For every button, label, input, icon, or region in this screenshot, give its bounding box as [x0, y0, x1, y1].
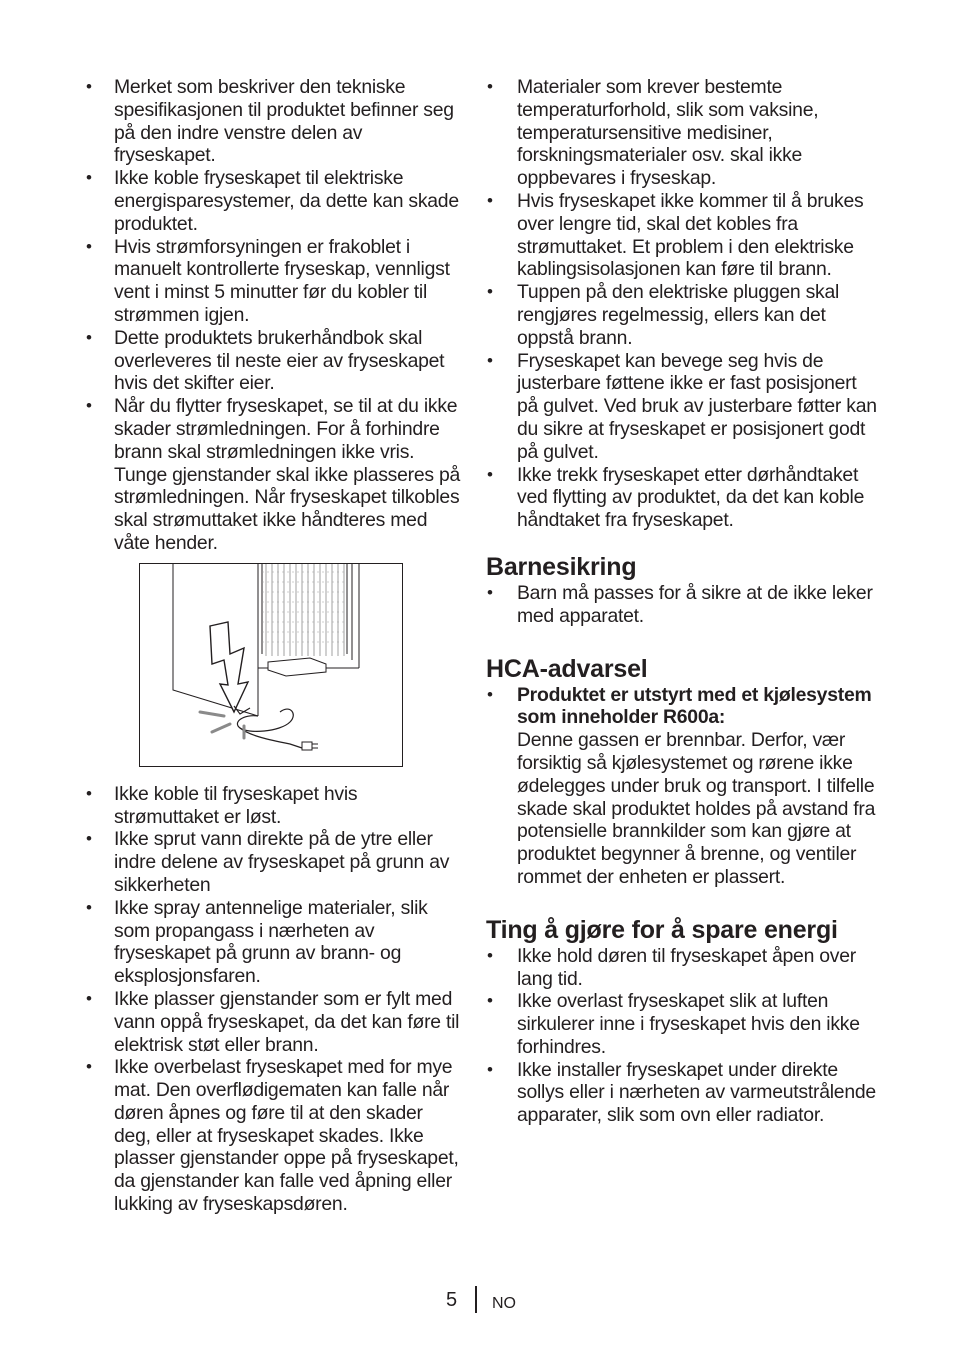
section-heading-barnesikring: Barnesikring: [486, 552, 637, 581]
hca-list: [486, 684, 878, 889]
hca-bold-statement: • Produktet er utstyrt med et kjølesystem som inneholder R600a:: [517, 683, 872, 729]
list-item: • Ikke koble til fryseskapet hvis strømuttaket er løst.: [84, 783, 462, 829]
section-heading-hca: HCA-advarsel: [486, 654, 648, 683]
freezer-cable-illustration: [139, 563, 403, 767]
list-item: • Ikke overlast fryseskapet slik at luften sirkulerer inne i fryseskapet hvis den ikke forhindres.: [486, 990, 878, 1058]
freezer-back-lightning-plug-icon: [140, 564, 402, 766]
page-number: 5: [446, 1289, 458, 1311]
section-heading-energi: Ting å gjøre for å spare energi: [486, 915, 838, 944]
list-item: • Ikke overbelast fryseskapet med for mye mat. Den overflødigematen kan falle når døren åpnes og føre til at den skader deg, eller at fryseskapet skades. Ikke plasser gjenstander oppe på fryseskapet, da gjenstander kan falle ved åpning eller lukking av fryseskapsdøren.: [84, 1056, 462, 1216]
left-column: [84, 76, 462, 1216]
list-item: • Merket som beskriver den tekniske spesifikasjonen til produktet befinner seg på den indre venstre delen av fryseskapet.: [84, 76, 462, 167]
list-item: • Ikke hold døren til fryseskapet åpen over lang tid.: [486, 945, 878, 991]
list-item: • Tuppen på den elektriske pluggen skal rengjøres regelmessig, ellers kan det oppstå brann.: [486, 281, 878, 349]
hca-body-text: Denne gassen er brennbar. Derfor, vær forsiktig så kjølesystemet og rørene ikke ødelegges under bruk og transport. I tilfelle skade skal produktet holdes på avstand fra potensielle brannkilder som kan gjøre at produktet begynner å brenne, og ventiler rommet der enheten er plassert.: [517, 729, 876, 888]
energi-list: [486, 945, 878, 1127]
list-item: • Ikke trekk fryseskapet etter dørhåndtaket ved flytting av produktet, da det kan koble håndtaket fra fryseskapet.: [486, 464, 878, 532]
list-item: [486, 684, 878, 889]
list-item: • Når du flytter fryseskapet, se til at du ikke skader strømledningen. For å forhindre brann skal strømledningen ikke vris. Tunge gjenstander skal ikke plasseres på strømledningen. Når fryseskapet tilkobles skal strømuttaket ikke håndteres med våte hender.: [84, 395, 462, 555]
list-item: • Fryseskapet kan bevege seg hvis de justerbare føttene ikke er fast posisjonert på gulvet. Ved bruk av justerbare føtter kan du sikre at fryseskapet er posisjonert godt på gulvet.: [486, 350, 878, 464]
footer-divider: [475, 1286, 477, 1313]
list-item: • Barn må passes for å sikre at de ikke leker med apparatet.: [486, 582, 878, 628]
list-item: • Ikke spray antennelige materialer, slik som propangass i nærheten av fryseskapet på grunn av brann- og eksplosjonsfaren.: [84, 897, 462, 988]
list-item: • Dette produktets brukerhåndbok skal overleveres til neste eier av fryseskapet hvis det skifter eier.: [84, 327, 462, 395]
list-item: • Materialer som krever bestemte temperaturforhold, slik som vaksine, temperatursensitive medisiner, forskningsmaterialer osv. skal ikke oppbevares i fryseskap.: [486, 76, 878, 190]
safety-list-top: [84, 76, 462, 555]
list-item: • Hvis strømforsyningen er frakoblet i manuelt kontrollerte fryseskap, vennligst vent i minst 5 minutter før du kobler til strømmen igjen.: [84, 236, 462, 327]
list-item: • Ikke installer fryseskapet under direkte sollys eller i nærheten av varmeutstrålende apparater, slik som ovn eller radiator.: [486, 1059, 878, 1127]
list-item: • Ikke sprut vann direkte på de ytre eller indre delene av fryseskapet på grunn av sikkerheten: [84, 828, 462, 896]
list-item: • Hvis fryseskapet ikke kommer til å brukes over lengre tid, skal det kobles fra strømuttaket. Et problem i den elektriske kablingsisolasjonen kan føre til brann.: [486, 190, 878, 281]
safety-list-bottom: [84, 783, 462, 1216]
language-code: NO: [492, 1295, 516, 1312]
list-item: • Ikke koble fryseskapet til elektriske energisparesystemer, da dette kan skade produktet.: [84, 167, 462, 235]
right-column: [486, 76, 878, 1127]
safety-list-right: [486, 76, 878, 532]
list-item: • Ikke plasser gjenstander som er fylt med vann oppå fryseskapet, da det kan føre til elektrisk støt eller brann.: [84, 988, 462, 1056]
barnesikring-list: [486, 582, 878, 628]
